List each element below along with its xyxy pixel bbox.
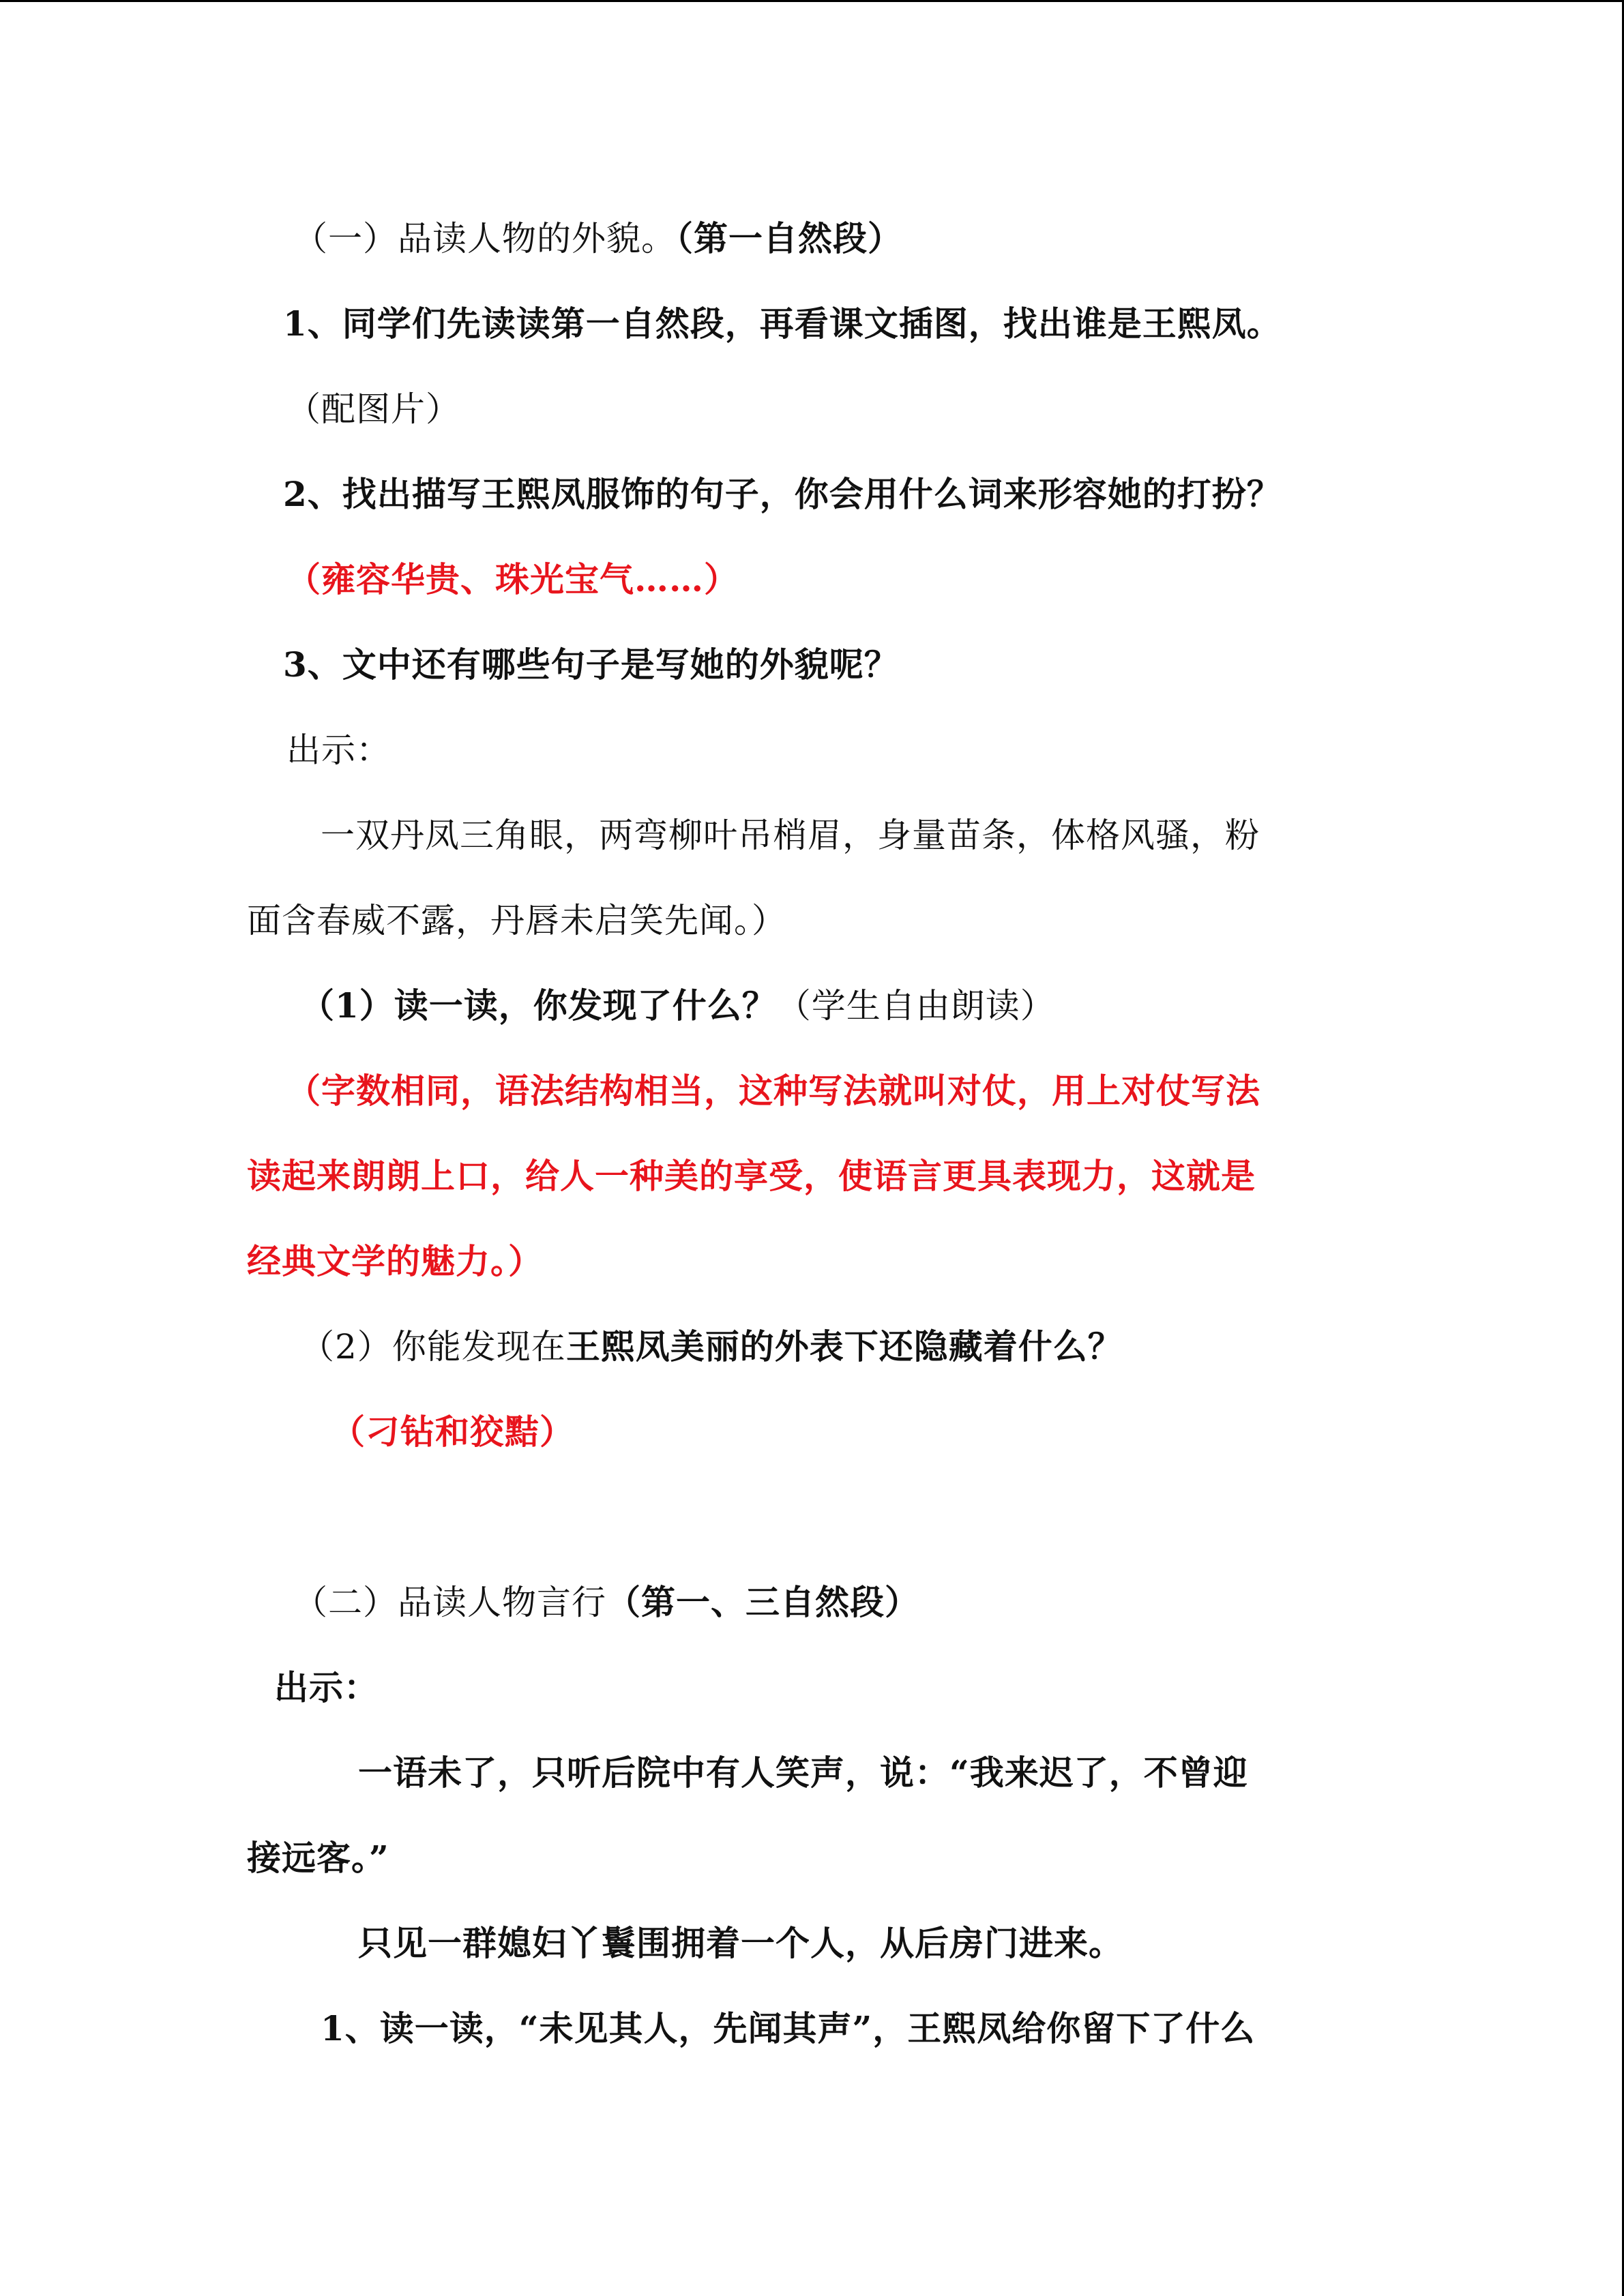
sub-question-1-answer-line-1: （字数相同，语法结构相当，这种写法就叫对仗，用上对仗写法 — [286, 1071, 1260, 1111]
section1-sub-question-1 — [300, 982, 1055, 1030]
section2-quote-2: 只见一群媳妇丫鬟围拥着一个人，从后房门进来。 — [358, 1923, 1123, 1963]
section1-question-3: 3、文中还有哪些句子是写她的外貌呢？ — [283, 644, 899, 685]
section2-heading-bold: （第一、三自然段） — [606, 1582, 919, 1622]
sub-question-1-answer-line-2: 读起来朗朗上口，给人一种美的享受，使语言更具表现力，这就是 — [247, 1156, 1256, 1196]
section2-question-1: 1、读一读，“未见其人，先闻其声”，王熙凤给你留下了什么 — [321, 2008, 1256, 2048]
sub-question-1-bold: （1）读一读，你发现了什么？ — [300, 985, 777, 1026]
section2-heading-prefix: （二）品读人物言行 — [293, 1583, 606, 1622]
section1-heading — [293, 215, 902, 263]
sub-question-1-answer-line-3: 经典文学的魅力。） — [247, 1241, 543, 1281]
section2-quote-1-line-1: 一语未了，只听后院中有人笑声，说：“我来迟了，不曾迎 — [358, 1753, 1248, 1793]
section1-heading-bold: （第一自然段） — [676, 218, 902, 258]
section2-quote-1-line-2: 接远客。” — [247, 1838, 389, 1878]
section2-heading — [293, 1579, 919, 1626]
section1-sub-question-2 — [300, 1323, 1123, 1371]
section1-quote-line-2: 面含春威不露，丹唇未启笑先闻。） — [247, 901, 786, 940]
section1-question-1-note: （配图片） — [286, 389, 460, 429]
section1-quote-line-1: 一双丹凤三角眼，两弯柳叶吊梢眉，身量苗条，体格风骚，粉 — [321, 816, 1260, 855]
sub-question-1-note: （学生自由朗读） — [776, 986, 1055, 1026]
section2-show-label: 出示： — [274, 1667, 379, 1708]
section1-question-1: 1、同学们先读读第一自然段，再看课文插图，找出谁是王熙凤。 — [283, 303, 1282, 344]
section1-question-2: 2、找出描写王熙凤服饰的句子，你会用什么词来形容她的打扮？ — [283, 474, 1282, 514]
section1-heading-prefix: （一）品读人物的外貌。 — [293, 219, 676, 258]
sub-question-2-prefix: （2）你能发现在 — [300, 1327, 566, 1367]
section1-show-label: 出示： — [286, 730, 391, 770]
section1-question-2-answer: （雍容华贵、珠光宝气……） — [286, 559, 739, 599]
sub-question-2-bold: 王熙凤美丽的外表下还隐藏着什么？ — [565, 1326, 1123, 1367]
sub-question-2-answer: （刁钻和狡黠） — [331, 1412, 574, 1452]
